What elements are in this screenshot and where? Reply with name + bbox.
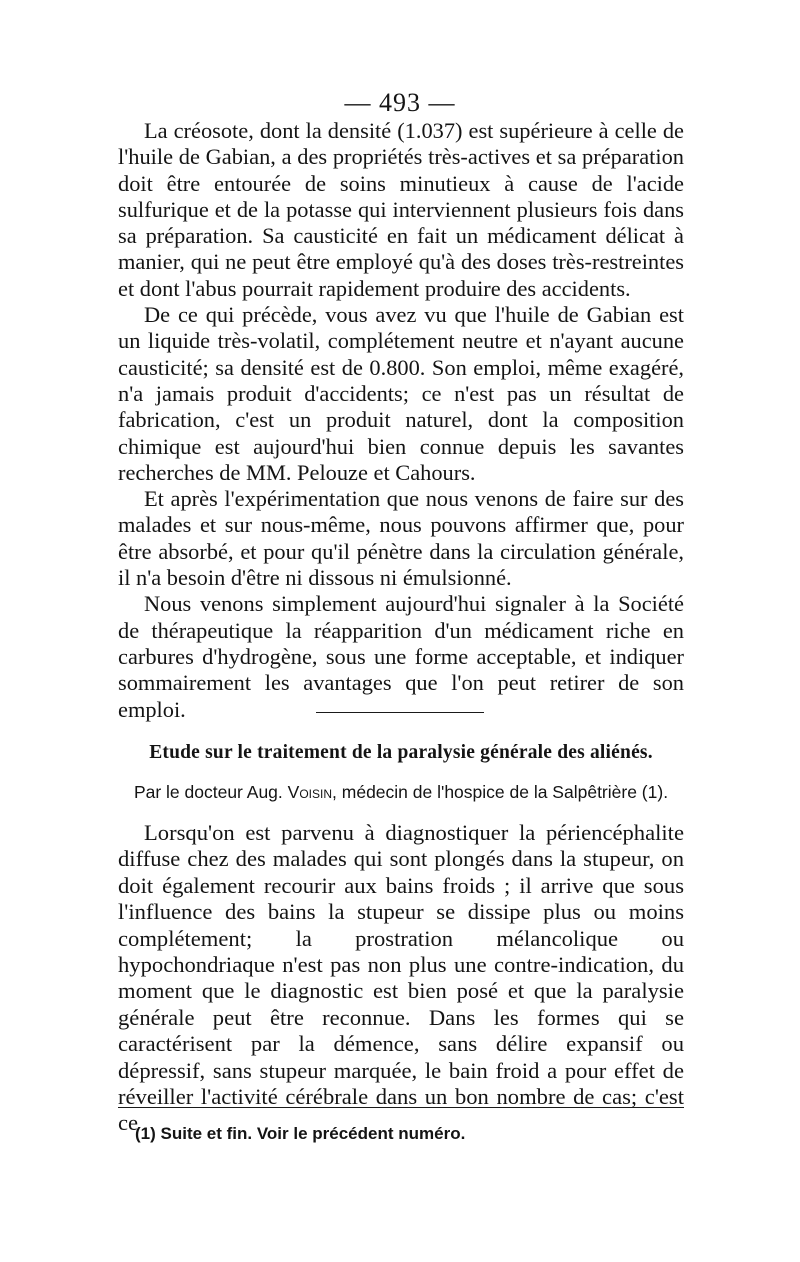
article-body — [118, 820, 684, 1137]
article-title: Etude sur le traitement de la paralysie générale des aliénés. — [149, 742, 653, 763]
author-name: Voisin — [287, 782, 333, 802]
paragraph-creosote: La créosote, dont la densité (1.037) est supérieure à celle de l'huile de Gabian, a des propriétés très-actives et sa préparation doit être entourée de soins minutieux à cause de l'acide sulfurique et de la potasse qui interviennent plusieurs fois dans sa préparation. Sa causticité en fait un médicament délicat à manier, qui ne peut être employé qu'à des doses très-restreintes et dont l'abus pourrait rapidement produire des accidents. — [118, 118, 684, 301]
paragraph-gabian-oil: De ce qui précède, vous avez vu que l'huile de Gabian est un liquide très-volatil, complétement neutre et n'ayant aucune causticité; sa densité est de 0.800. Son emploi, même exagéré, n'a jamais produit d'accidents; ce n'est pas un résultat de fabrication, c'est un produit naturel, dont la composition chimique est aujourd'hui bien connue depuis les savantes recherches de MM. Pelouze et Cahours. — [118, 302, 684, 485]
footnote-divider — [118, 1107, 684, 1108]
page-number: — 493 — — [344, 88, 456, 117]
section-divider — [316, 712, 484, 713]
top-text-block — [118, 118, 684, 723]
paragraph-experimentation: Et après l'expérimentation que nous venons de faire sur des malades et sur nous-même, nous pouvons affirmer que, pour être absorbé, et pour qu'il pénètre dans la circulation générale, il n'a besoin d'être ni dissous ni émulsionné. — [118, 486, 684, 591]
paragraph-conclusion: Nous venons simplement aujourd'hui signaler à la Société de thérapeutique la réapparition d'un médicament riche en carbures d'hydrogène, sous une forme acceptable, et indiquer sommairement les avantages que l'on peut retirer de son emploi. — [118, 591, 684, 722]
article-byline: Par le docteur Aug. Voisin, médecin de l'hospice de la Salpêtrière (1). — [133, 782, 669, 802]
paragraph-article: Lorsqu'on est parvenu à diagnostiquer la périencéphalite diffuse chez des malades qui sont plongés dans la stupeur, on doit également recourir aux bains froids ; il arrive que sous l'influence des bains la stupeur se dissipe plus ou moins complétement; la prostration mélancolique ou hypochondriaque n'est pas non plus une contre-indication, du moment que le diagnostic est bien posé et que la paralysie générale peut être reconnue. Dans les formes qui se caractérisent par la démence, sans délire expansif ou dépressif, sans stupeur marquée, le bain froid a pour effet de réveiller l'activité cérébrale dans un bon nombre de cas; c'est ce — [118, 820, 684, 1136]
footnote: (1) Suite et fin. Voir le précédent numéro. — [135, 1124, 466, 1143]
